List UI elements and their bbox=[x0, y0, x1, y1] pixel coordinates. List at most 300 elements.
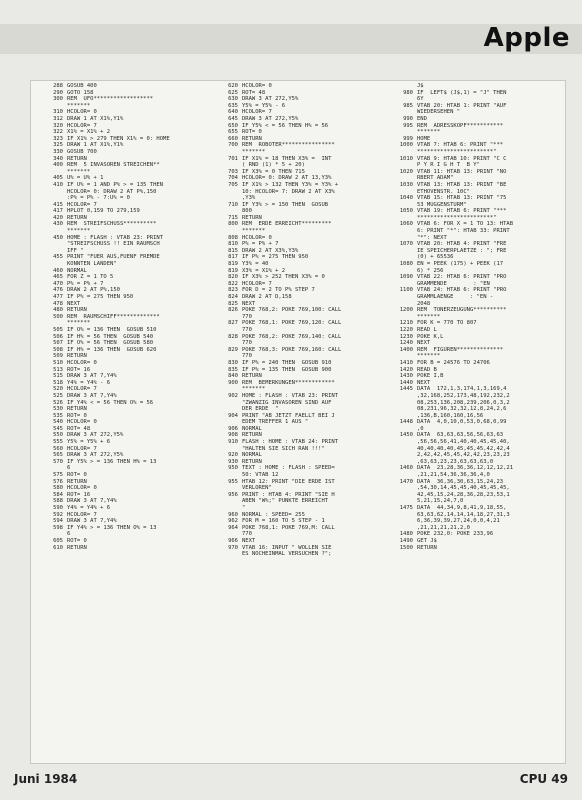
line-code: IF X3% > 252 THEN X3% = 0 bbox=[242, 274, 325, 281]
line-number: 598 bbox=[53, 524, 63, 531]
code-line bbox=[41, 235, 216, 242]
line-number: 625 bbox=[228, 89, 238, 96]
code-line bbox=[391, 446, 566, 453]
line-code: NORMAL : SPEED= 255 bbox=[242, 511, 305, 518]
code-line bbox=[41, 149, 216, 156]
line-code: 800 bbox=[242, 208, 252, 215]
line-code: IF O% = 56 THEN GOSUB 580 bbox=[67, 340, 154, 347]
code-line bbox=[41, 446, 216, 453]
code-line bbox=[391, 459, 566, 466]
line-number: 902 bbox=[228, 392, 238, 399]
line-code: GRAMMLAENGE : "EN - bbox=[417, 294, 494, 300]
code-line bbox=[216, 281, 391, 288]
code-line bbox=[216, 426, 391, 433]
line-code: ******* bbox=[67, 168, 91, 175]
line-number: 640 bbox=[228, 109, 238, 116]
code-line bbox=[391, 347, 566, 354]
code-line bbox=[216, 525, 391, 532]
code-line bbox=[391, 400, 566, 407]
code-line bbox=[41, 432, 216, 439]
line-code: NEXT bbox=[242, 537, 256, 544]
line-number: 530 bbox=[53, 406, 63, 413]
line-number bbox=[391, 235, 417, 242]
line-number: 815 bbox=[228, 247, 238, 254]
line-number: 960 bbox=[228, 511, 238, 518]
code-line bbox=[216, 439, 391, 446]
code-line bbox=[391, 518, 566, 525]
line-number: 956 bbox=[228, 491, 238, 498]
line-number: 460 bbox=[53, 267, 63, 274]
code-line bbox=[41, 182, 216, 189]
code-line bbox=[391, 419, 566, 426]
code-line bbox=[391, 235, 566, 242]
code-line bbox=[391, 538, 566, 545]
code-line bbox=[391, 281, 566, 288]
code-line bbox=[216, 116, 391, 123]
line-number: 290 bbox=[53, 89, 63, 96]
line-number: 704 bbox=[228, 175, 238, 182]
line-code: :P% = P% - 7:U% = 0 bbox=[67, 195, 130, 202]
listing-column-3 bbox=[391, 83, 566, 551]
code-line bbox=[41, 472, 216, 479]
code-line bbox=[216, 268, 391, 275]
line-code: IF X3% = 0 THEN 715 bbox=[242, 168, 305, 175]
line-number bbox=[391, 413, 417, 420]
line-code: 2,42,42,45,45,42,42,23,23,23 bbox=[417, 452, 510, 459]
line-code: GOTO 158 bbox=[67, 89, 94, 96]
code-line bbox=[41, 228, 216, 235]
line-code: RETURN bbox=[242, 135, 262, 142]
line-number: 526 bbox=[53, 399, 63, 406]
line-number: 322 bbox=[53, 129, 63, 136]
line-number: 584 bbox=[53, 491, 63, 498]
basic-listing bbox=[30, 80, 566, 764]
line-number bbox=[216, 400, 242, 407]
code-line bbox=[216, 228, 391, 235]
line-code: DATA 44,34,9,8,41,9,18,55, bbox=[417, 505, 507, 511]
code-line bbox=[216, 334, 391, 341]
code-line bbox=[41, 202, 216, 209]
line-number: 1460 bbox=[399, 465, 413, 472]
line-number: 715 bbox=[228, 214, 238, 221]
code-line bbox=[391, 465, 566, 472]
line-code: DRAW 2 AT P%,150 bbox=[67, 287, 120, 294]
line-code: REM ROBOTER**************** bbox=[242, 142, 335, 149]
line-code: DATA 36,36,30,63,15,24,23 bbox=[417, 478, 504, 485]
code-line bbox=[216, 452, 391, 459]
line-code: NEXT bbox=[417, 379, 431, 386]
line-number bbox=[391, 96, 417, 103]
line-number bbox=[391, 175, 417, 182]
line-number bbox=[391, 393, 417, 400]
line-number: 1480 bbox=[399, 531, 413, 538]
code-line bbox=[391, 314, 566, 321]
line-code: 08,231,96,32,32,12,8,24,2,6 bbox=[417, 406, 507, 413]
code-line bbox=[41, 512, 216, 519]
line-code: RETURN bbox=[242, 214, 262, 221]
line-number: 330 bbox=[53, 148, 63, 155]
line-code: 10: HCOLOR= 7: DRAW 2 AT X3% bbox=[242, 188, 335, 195]
code-line bbox=[216, 531, 391, 538]
line-code: NEXT bbox=[417, 340, 431, 347]
code-line bbox=[391, 96, 566, 103]
line-code: 6: PRINT "*": HTAB 33: PRINT bbox=[417, 228, 510, 235]
code-line bbox=[41, 498, 216, 505]
line-number: 910 bbox=[228, 439, 238, 446]
line-code: RETURN bbox=[67, 353, 87, 360]
line-code: VTAB 15: HTAB 13: PRINT "75 bbox=[417, 195, 507, 202]
line-code: EN = PEEK (175) + PEEK (17 bbox=[417, 261, 504, 268]
line-code: X3% = X1% + 2 bbox=[242, 267, 286, 274]
line-number: 962 bbox=[228, 518, 238, 525]
line-code: ETHOVENSTR. 10C" bbox=[417, 188, 470, 195]
code-line bbox=[41, 314, 216, 321]
line-code: ******* bbox=[67, 228, 91, 235]
line-code: NORMAL bbox=[242, 452, 262, 459]
code-line bbox=[216, 551, 391, 558]
line-number: 555 bbox=[53, 439, 63, 446]
code-line bbox=[391, 301, 566, 308]
line-code: Y3% = 40 bbox=[242, 261, 269, 268]
line-code: ,21,21,54,36,36,36,4,0 bbox=[417, 472, 490, 479]
line-code: HCOLOR= 0 bbox=[67, 109, 97, 116]
line-number: 477 bbox=[53, 294, 63, 300]
code-line bbox=[216, 195, 391, 202]
code-line bbox=[216, 274, 391, 281]
line-code: HCOLOR= 0 bbox=[242, 234, 272, 241]
line-code: RETURN bbox=[67, 214, 87, 221]
code-line bbox=[41, 274, 216, 281]
line-code: HCOLOR= 0: DRAW 2 AT P%,150 bbox=[67, 188, 157, 195]
line-number: 819 bbox=[228, 261, 238, 268]
line-code: VTAB 22: HTAB 6: PRINT "PRO bbox=[417, 274, 507, 281]
code-line bbox=[41, 281, 216, 288]
code-line bbox=[41, 386, 216, 393]
line-number bbox=[391, 281, 417, 288]
line-code: HTAB 12: PRINT "DIE ERDE IST bbox=[242, 478, 335, 485]
line-number bbox=[216, 406, 242, 413]
line-number: 545 bbox=[53, 425, 63, 432]
line-number: 610 bbox=[53, 544, 63, 551]
line-number bbox=[391, 248, 417, 255]
code-line bbox=[391, 452, 566, 459]
code-line bbox=[41, 129, 216, 136]
line-code: POKE K,L bbox=[417, 333, 444, 340]
line-code: 770 bbox=[242, 313, 252, 320]
line-code: VTAB 24: HTAB 6: PRINT "PRO bbox=[417, 287, 507, 294]
line-number bbox=[391, 189, 417, 196]
line-number bbox=[216, 189, 242, 196]
line-number: 1060 bbox=[399, 221, 413, 228]
line-code: Y4% = Y4% + 6 bbox=[67, 505, 111, 511]
code-line bbox=[216, 301, 391, 308]
line-code: REM ERDE ERREICHT********* bbox=[242, 221, 332, 228]
line-code: PRINT "FUER AUS,FUENF FREMDE bbox=[67, 254, 160, 261]
code-line bbox=[41, 215, 216, 222]
line-number bbox=[216, 162, 242, 169]
line-code: HCOLOR= 7 bbox=[242, 280, 272, 287]
code-line bbox=[216, 406, 391, 413]
code-line bbox=[41, 367, 216, 374]
line-number: 1050 bbox=[399, 208, 413, 215]
line-code: HCOLOR= 7 bbox=[67, 445, 97, 452]
line-code: READ L bbox=[417, 326, 437, 333]
line-number bbox=[391, 459, 417, 466]
line-number: 594 bbox=[53, 518, 63, 525]
code-line bbox=[216, 472, 391, 479]
code-line bbox=[391, 531, 566, 538]
line-number bbox=[391, 314, 417, 321]
line-number: 825 bbox=[228, 300, 238, 307]
line-number: 420 bbox=[53, 214, 63, 221]
code-line bbox=[41, 103, 216, 110]
line-code: ***********************" bbox=[417, 214, 497, 221]
code-line bbox=[391, 136, 566, 143]
code-line bbox=[391, 406, 566, 413]
line-number: 509 bbox=[53, 353, 63, 360]
line-number bbox=[216, 446, 242, 453]
line-number: 576 bbox=[53, 478, 63, 485]
line-number bbox=[391, 426, 417, 433]
code-line bbox=[216, 142, 391, 149]
line-number: 505 bbox=[53, 326, 63, 333]
code-line bbox=[41, 142, 216, 149]
line-number bbox=[391, 406, 417, 413]
line-code: POKE 768,1: POKE 769,M: CALL bbox=[242, 524, 335, 531]
line-number: 525 bbox=[53, 392, 63, 399]
line-code: P% = P% + 7 bbox=[67, 280, 104, 287]
line-number bbox=[391, 512, 417, 519]
line-code: 63,63,62,14,14,14,18,27,31,3 bbox=[417, 511, 510, 518]
code-line bbox=[391, 208, 566, 215]
code-line bbox=[41, 465, 216, 472]
code-line bbox=[391, 83, 566, 90]
line-number: 500 bbox=[53, 313, 63, 320]
code-line bbox=[41, 452, 216, 459]
line-number: 520 bbox=[53, 386, 63, 393]
code-line bbox=[391, 149, 566, 156]
line-code: HCOLOR= 0 bbox=[67, 419, 97, 426]
line-code: "STREIFSCHUSS !! EIN RAUMSCH bbox=[67, 241, 160, 248]
line-code: REM 5 INVASOREN STREICHEN** bbox=[67, 162, 160, 169]
line-number: 1448 bbox=[399, 419, 413, 426]
line-code: ******* bbox=[417, 313, 441, 320]
line-number: 1210 bbox=[399, 320, 413, 327]
line-number: 1090 bbox=[399, 274, 413, 281]
code-line bbox=[216, 129, 391, 136]
line-number bbox=[41, 261, 67, 268]
code-line bbox=[391, 360, 566, 367]
line-number bbox=[391, 525, 417, 532]
code-line bbox=[41, 360, 216, 367]
code-line bbox=[216, 254, 391, 261]
line-code: DRAW 3 AT 272,Y5% bbox=[242, 96, 299, 103]
line-code: P% = P% + 7 bbox=[242, 241, 279, 248]
line-code: ,0 bbox=[417, 425, 424, 432]
code-line bbox=[391, 195, 566, 202]
line-number: 323 bbox=[53, 135, 63, 142]
code-line bbox=[216, 162, 391, 169]
line-number: 550 bbox=[53, 432, 63, 439]
code-line bbox=[41, 485, 216, 492]
line-number bbox=[391, 472, 417, 479]
line-number: 830 bbox=[228, 359, 238, 366]
line-number: 820 bbox=[228, 274, 238, 281]
line-code: NEXT bbox=[242, 300, 256, 307]
code-line bbox=[391, 228, 566, 235]
line-number: 1440 bbox=[399, 379, 413, 386]
code-line bbox=[216, 432, 391, 439]
line-number bbox=[391, 498, 417, 505]
section-title: Apple bbox=[483, 23, 570, 53]
code-line bbox=[41, 327, 216, 334]
code-line bbox=[216, 538, 391, 545]
line-number: 588 bbox=[53, 498, 63, 505]
line-number bbox=[391, 439, 417, 446]
code-line bbox=[391, 287, 566, 294]
code-line bbox=[391, 380, 566, 387]
line-number: 964 bbox=[228, 524, 238, 531]
line-number: 1450 bbox=[399, 432, 413, 439]
line-code: RBERT ADAM" bbox=[417, 175, 454, 182]
line-number bbox=[391, 485, 417, 492]
code-line bbox=[216, 459, 391, 466]
line-number: 1000 bbox=[399, 142, 413, 149]
line-number: 1030 bbox=[399, 181, 413, 188]
line-code: HCOLOR= 0 bbox=[242, 83, 272, 89]
line-number bbox=[391, 149, 417, 156]
line-code: 770 bbox=[242, 531, 252, 538]
line-code: HCOLOR= 7 bbox=[242, 109, 272, 116]
line-number bbox=[41, 241, 67, 248]
line-code: HCOLOR= 7 bbox=[67, 386, 97, 393]
code-line bbox=[216, 294, 391, 301]
line-code: ROT= 48 bbox=[242, 89, 266, 96]
code-line bbox=[391, 426, 566, 433]
line-code: 6Y bbox=[417, 96, 424, 103]
code-line bbox=[391, 156, 566, 163]
code-line bbox=[216, 498, 391, 505]
line-number: 510 bbox=[53, 359, 63, 366]
line-code: POKE 768,2: POKE 769,100: CALL bbox=[242, 307, 342, 314]
line-code: 6) * 256 bbox=[417, 267, 444, 274]
line-number: 817 bbox=[228, 254, 238, 261]
line-code: RETURN bbox=[67, 155, 87, 162]
line-number: 1445 bbox=[399, 386, 413, 393]
line-number: 620 bbox=[228, 83, 238, 89]
line-code: ******* bbox=[67, 102, 91, 109]
line-number: 823 bbox=[228, 287, 238, 294]
code-line bbox=[391, 274, 566, 281]
line-code: HCOLOR= 7 bbox=[67, 511, 97, 518]
line-code: GRAMMENDE : "EN bbox=[417, 280, 490, 287]
line-code: VTAB 19: HTAB 6: PRINT "*** bbox=[417, 208, 507, 215]
line-number: 513 bbox=[53, 366, 63, 373]
line-number: 826 bbox=[228, 307, 238, 314]
line-code: IF H% = 56 THEN GOSUB 540 bbox=[67, 333, 154, 340]
line-number: 1020 bbox=[399, 168, 413, 175]
code-line bbox=[216, 367, 391, 374]
line-code: DRAW 3 AT 7,Y4% bbox=[67, 392, 117, 399]
line-number bbox=[216, 551, 242, 558]
code-line bbox=[391, 182, 566, 189]
line-code: IF P% = 275 THEN 950 bbox=[242, 254, 309, 261]
line-number: 829 bbox=[228, 346, 238, 353]
code-line bbox=[41, 353, 216, 360]
code-line bbox=[41, 162, 216, 169]
line-code: FOR M = 160 TO 5 STEP - 1 bbox=[242, 518, 325, 525]
line-code: 53 MUGGENSTURM" bbox=[417, 201, 467, 208]
code-line bbox=[216, 83, 391, 90]
code-line bbox=[216, 90, 391, 97]
line-code: 5,21,15,24,7,0 bbox=[417, 498, 464, 505]
code-line bbox=[41, 123, 216, 130]
line-code: RETURN bbox=[417, 544, 437, 551]
code-line bbox=[41, 109, 216, 116]
code-line bbox=[216, 175, 391, 182]
line-code: IF Y4% > = 136 THEN O% = 13 bbox=[67, 524, 157, 531]
line-code: 08,253,136,208,239,206,0,3,2 bbox=[417, 399, 510, 406]
line-code: HCOLOR= 0: DRAW 2 AT 13,Y3% bbox=[242, 175, 332, 182]
code-line bbox=[216, 505, 391, 512]
code-line bbox=[41, 426, 216, 433]
code-line bbox=[216, 109, 391, 116]
line-code: DRAW 3 AT 7,Y4% bbox=[67, 518, 117, 525]
line-code: VTAB 16: INPUT " WOLLEN SIE bbox=[242, 544, 332, 551]
code-line bbox=[41, 459, 216, 466]
code-line bbox=[216, 169, 391, 176]
line-code: ROT= 0 bbox=[242, 129, 262, 136]
line-code: RETURN bbox=[242, 432, 262, 439]
line-code: DRAW 1 AT X1%,Y1% bbox=[67, 115, 124, 122]
line-number: 300 bbox=[53, 96, 63, 103]
line-number: 605 bbox=[53, 537, 63, 544]
line-number: 906 bbox=[228, 425, 238, 432]
line-number bbox=[216, 386, 242, 393]
line-number: 970 bbox=[228, 544, 238, 551]
line-number bbox=[391, 162, 417, 169]
code-line bbox=[216, 123, 391, 130]
line-code: POKE 232,0: POKE 233,96 bbox=[417, 531, 494, 538]
line-code: Y4% = Y4% - 6 bbox=[67, 379, 111, 386]
line-number: 340 bbox=[53, 155, 63, 162]
line-number: 955 bbox=[228, 478, 238, 485]
line-number: 630 bbox=[228, 96, 238, 103]
line-number bbox=[216, 531, 242, 538]
line-code: FLASH : HOME : VTAB 24: PRINT bbox=[242, 439, 339, 446]
line-code: 40,40,40,40,45,45,45,42,42,4 bbox=[417, 445, 510, 452]
code-line bbox=[41, 221, 216, 228]
code-line bbox=[216, 320, 391, 327]
line-number: 1500 bbox=[399, 544, 413, 551]
code-line bbox=[391, 439, 566, 446]
code-line bbox=[216, 373, 391, 380]
line-code: IF Y5% > = 136 THEN H% = 13 bbox=[67, 458, 157, 465]
code-line bbox=[391, 116, 566, 123]
line-code: DER ERDE " bbox=[242, 406, 279, 413]
line-number: 1230 bbox=[399, 333, 413, 340]
line-number: 1490 bbox=[399, 537, 413, 544]
line-number: 470 bbox=[53, 280, 63, 287]
line-number: 415 bbox=[53, 201, 63, 208]
code-line bbox=[41, 287, 216, 294]
line-number: 900 bbox=[228, 379, 238, 386]
code-line bbox=[391, 254, 566, 261]
code-line bbox=[41, 268, 216, 275]
line-code: ,63,63,23,23,63,63,63,0 bbox=[417, 458, 494, 465]
line-code: 6,36,39,39,27,24,0,0,4,21 bbox=[417, 518, 500, 525]
line-number: 476 bbox=[53, 287, 63, 294]
